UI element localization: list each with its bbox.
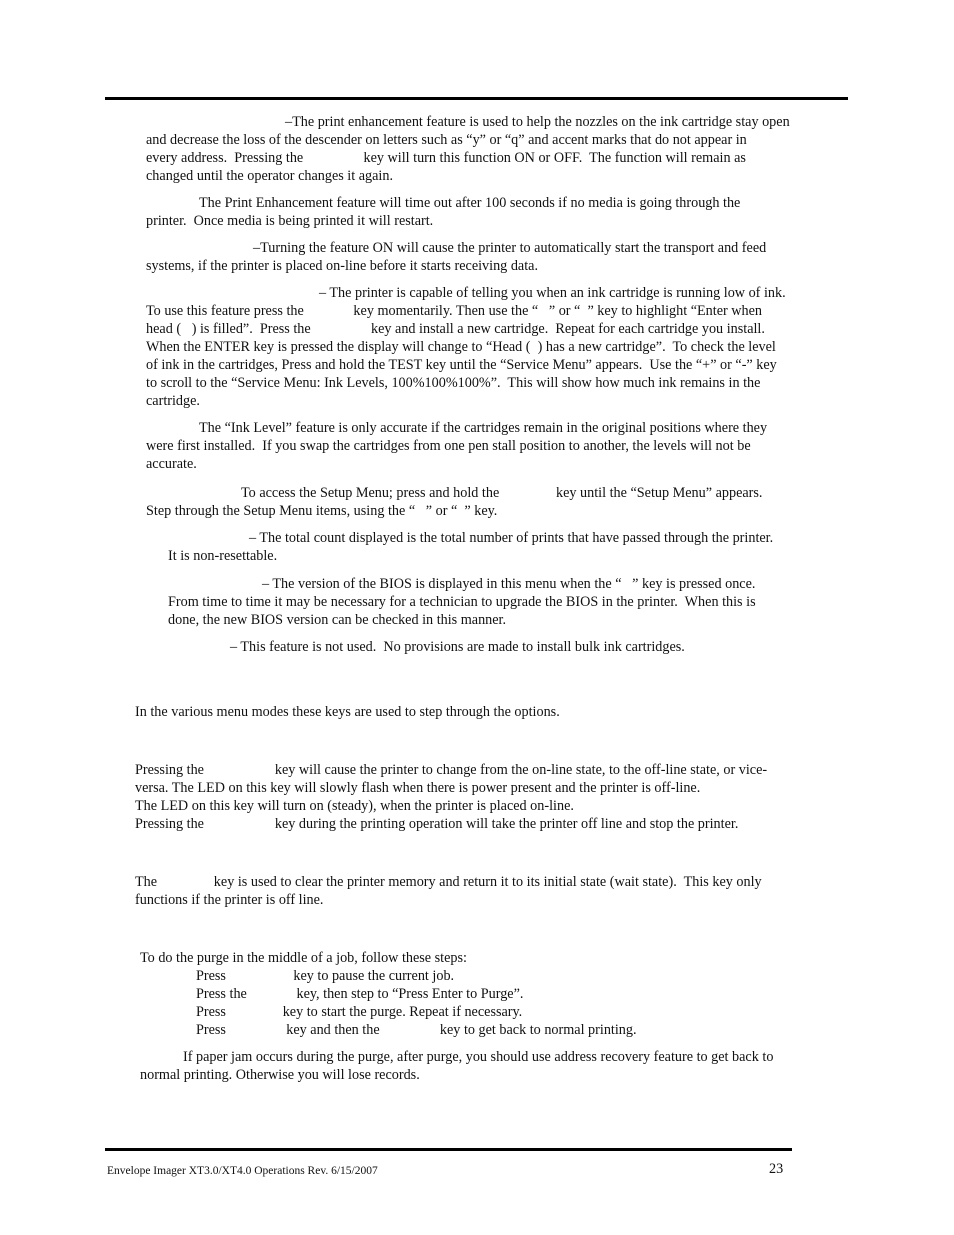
footer-rule (105, 1148, 792, 1151)
menu-keys-line-1: In the various menu modes these keys are used to step through the options. (135, 704, 560, 720)
online-key-line-2: versa. The LED on this key will slowly flash when there is power present and the printer is off-line. (135, 780, 701, 796)
ink-level-line-7: cartridge. (146, 393, 200, 409)
purge-step-3: Press key to start the purge. Repeat if necessary. (196, 1004, 523, 1020)
purge-note-2: normal printing. Otherwise you will lose records. (140, 1067, 420, 1083)
ink-level-note-2: were first installed. If you swap the cartridges from one pen stall position to another, the levels will not be (146, 438, 751, 454)
print-enhancement-line-3: every address. Pressing the key will turn this function ON or OFF. The function will remain as (146, 150, 746, 166)
online-key-line-4: Pressing the key during the printing operation will take the printer off line and stop the printer. (135, 816, 739, 832)
clear-key-line-1: The key is used to clear the printer memory and return it to its initial state (wait state). This key only (135, 874, 762, 890)
online-key-line-1: Pressing the key will cause the printer to change from the on-line state, to the off-line state, or vice- (135, 762, 768, 778)
bios-line-3: done, the new BIOS version can be checked in this manner. (168, 612, 507, 628)
purge-step-4: Press key and then the key to get back to normal printing. (196, 1022, 637, 1038)
purge-note-1: If paper jam occurs during the purge, after purge, you should use address recovery feature to get back to (183, 1049, 774, 1065)
purge-step-1: Press key to pause the current job. (196, 968, 455, 984)
auto-start-line-1: –Turning the feature ON will cause the printer to automatically start the transport and feed (253, 240, 767, 256)
clear-key-line-2: functions if the printer is off line. (135, 892, 324, 908)
page-number: 23 (769, 1161, 784, 1177)
ink-level-line-2: To use this feature press the key momentarily. Then use the “ ” or “ ” key to highlight “Enter when (146, 303, 762, 319)
header-rule (105, 97, 848, 100)
total-count-line-1: – The total count displayed is the total number of prints that have passed through the printer. (249, 530, 774, 546)
print-enhancement-note-1: The Print Enhancement feature will time out after 100 seconds if no media is going through the (199, 195, 741, 211)
print-enhancement-note-2: printer. Once media is being printed it will restart. (146, 213, 434, 229)
bios-line-2: From time to time it may be necessary for a technician to upgrade the BIOS in the printer. When this is (168, 594, 756, 610)
print-enhancement-line-2: and decrease the loss of the descender on letters such as “y” or “q” and accent marks that do not appear in (146, 132, 747, 148)
print-enhancement-line-1: –The print enhancement feature is used to help the nozzles on the ink cartridge stay open (285, 114, 790, 130)
bulk-ink-line-1: – This feature is not used. No provisions are made to install bulk ink cartridges. (230, 639, 685, 655)
footer-title: Envelope Imager XT3.0/XT4.0 Operations Rev. 6/15/2007 (107, 1165, 378, 1177)
setup-menu-line-2: Step through the Setup Menu items, using the “ ” or “ ” key. (146, 503, 498, 519)
online-key-line-3: The LED on this key will turn on (steady), when the printer is placed on-line. (135, 798, 574, 814)
ink-level-line-6: to scroll to the “Service Menu: Ink Levels, 100%100%100%”. This will show how much ink remains in the (146, 375, 761, 391)
auto-start-line-2: systems, if the printer is placed on-line before it starts receiving data. (146, 258, 538, 274)
purge-step-2: Press the key, then step to “Press Enter to Purge”. (196, 986, 524, 1002)
purge-intro: To do the purge in the middle of a job, follow these steps: (140, 950, 467, 966)
ink-level-line-3: head ( ) is filled”. Press the key and install a new cartridge. Repeat for each cartridge you install. (146, 321, 765, 337)
ink-level-line-5: of ink in the cartridges, Press and hold the TEST key until the “Service Menu” appears. Use the “+” or “-” key (146, 357, 777, 373)
print-enhancement-line-4: changed until the operator changes it again. (146, 168, 394, 184)
ink-level-note-3: accurate. (146, 456, 197, 472)
total-count-line-2: It is non-resettable. (168, 548, 278, 564)
setup-menu-line-1: To access the Setup Menu; press and hold the key until the “Setup Menu” appears. (241, 485, 763, 501)
ink-level-line-4: When the ENTER key is pressed the display will change to “Head ( ) has a new cartridge”. To check the level (146, 339, 776, 355)
ink-level-line-1: – The printer is capable of telling you when an ink cartridge is running low of ink. (319, 285, 786, 301)
ink-level-note-1: The “Ink Level” feature is only accurate if the cartridges remain in the original positions where they (199, 420, 768, 436)
bios-line-1: – The version of the BIOS is displayed in this menu when the “ ” key is pressed once. (262, 576, 756, 592)
